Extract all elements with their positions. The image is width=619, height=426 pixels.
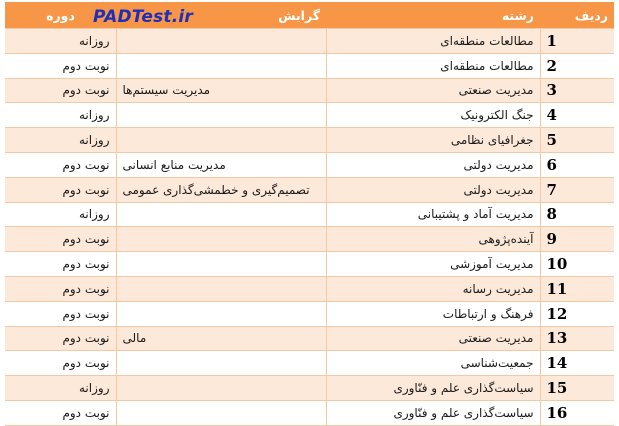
header-course-type: دوره <box>5 2 116 29</box>
table-row <box>5 276 614 301</box>
major-cell: مدیریت آموزشی <box>326 252 540 277</box>
row-number: 10 <box>540 252 614 277</box>
branch-cell: مدیریت منابع انسانی <box>116 152 326 177</box>
branch-cell <box>116 376 326 401</box>
course-type-cell: نوبت دوم <box>5 252 116 277</box>
table-row <box>5 400 614 425</box>
branch-cell <box>116 301 326 326</box>
major-cell: مدیریت دولتی <box>326 177 540 202</box>
course-type-cell: روزانه <box>5 128 116 153</box>
major-cell: مدیریت صنعتی <box>326 326 540 351</box>
row-number: 1 <box>540 29 614 54</box>
header-major: رشته <box>326 2 540 29</box>
course-type-cell: نوبت دوم <box>5 177 116 202</box>
course-type-cell: نوبت دوم <box>5 227 116 252</box>
row-number: 9 <box>540 227 614 252</box>
course-type-cell: روزانه <box>5 103 116 128</box>
branch-cell <box>116 227 326 252</box>
major-cell: مدیریت آماد و پشتیبانی <box>326 202 540 227</box>
row-number: 8 <box>540 202 614 227</box>
table-row <box>5 351 614 376</box>
branch-cell <box>116 276 326 301</box>
branch-cell: مدیریت سیستم‌ها <box>116 78 326 103</box>
table-row <box>5 53 614 78</box>
branch-cell <box>116 103 326 128</box>
course-type-cell: روزانه <box>5 376 116 401</box>
table-row <box>5 326 614 351</box>
course-type-cell: روزانه <box>5 29 116 54</box>
major-cell: سیاست‌گذاری علم و فنّاوری <box>326 400 540 425</box>
course-type-cell: نوبت دوم <box>5 53 116 78</box>
majors-table <box>5 2 614 426</box>
course-type-cell: نوبت دوم <box>5 276 116 301</box>
row-number: 11 <box>540 276 614 301</box>
row-number: 3 <box>540 78 614 103</box>
table-row <box>5 376 614 401</box>
table-row <box>5 152 614 177</box>
course-type-cell: روزانه <box>5 202 116 227</box>
major-cell: جمعیت‌شناسی <box>326 351 540 376</box>
branch-cell <box>116 202 326 227</box>
branch-cell <box>116 53 326 78</box>
major-cell: مدیریت رسانه <box>326 276 540 301</box>
table-row <box>5 202 614 227</box>
row-number: 13 <box>540 326 614 351</box>
major-cell: فرهنگ و ارتباطات <box>326 301 540 326</box>
row-number: 15 <box>540 376 614 401</box>
course-type-cell: نوبت دوم <box>5 400 116 425</box>
row-number: 6 <box>540 152 614 177</box>
course-type-cell: نوبت دوم <box>5 351 116 376</box>
branch-cell <box>116 400 326 425</box>
padtest-watermark-logo: PADTest.ir <box>93 7 194 27</box>
branch-cell: مالی <box>116 326 326 351</box>
row-number: 12 <box>540 301 614 326</box>
table-row <box>5 128 614 153</box>
table-row <box>5 103 614 128</box>
major-cell: مدیریت صنعتی <box>326 78 540 103</box>
branch-cell: تصمیم‌گیری و خطمشی‌گذاری عمومی <box>116 177 326 202</box>
course-type-cell: نوبت دوم <box>5 152 116 177</box>
major-cell: مدیریت دولتی <box>326 152 540 177</box>
course-type-cell: نوبت دوم <box>5 78 116 103</box>
row-number: 4 <box>540 103 614 128</box>
row-number: 5 <box>540 128 614 153</box>
row-number: 14 <box>540 351 614 376</box>
header-branch: گرایش <box>116 2 326 29</box>
table-body <box>5 29 614 426</box>
branch-cell <box>116 29 326 54</box>
major-cell: مطالعات منطقه‌ای <box>326 29 540 54</box>
major-cell: جغرافیای نظامی <box>326 128 540 153</box>
row-number: 2 <box>540 53 614 78</box>
branch-cell <box>116 128 326 153</box>
table-row <box>5 301 614 326</box>
header-row-number: ردیف <box>540 2 614 29</box>
course-type-cell: نوبت دوم <box>5 301 116 326</box>
table-row <box>5 227 614 252</box>
majors-table-container <box>5 2 614 426</box>
major-cell: جنگ الکترونیک <box>326 103 540 128</box>
course-type-cell: نوبت دوم <box>5 326 116 351</box>
table-row <box>5 29 614 54</box>
branch-cell <box>116 252 326 277</box>
table-row <box>5 177 614 202</box>
table-row <box>5 78 614 103</box>
table-row <box>5 252 614 277</box>
row-number: 16 <box>540 400 614 425</box>
row-number: 7 <box>540 177 614 202</box>
major-cell: آینده‌پژوهی <box>326 227 540 252</box>
major-cell: سیاست‌گذاری علم و فنّاوری <box>326 376 540 401</box>
major-cell: مطالعات منطقه‌ای <box>326 53 540 78</box>
branch-cell <box>116 351 326 376</box>
